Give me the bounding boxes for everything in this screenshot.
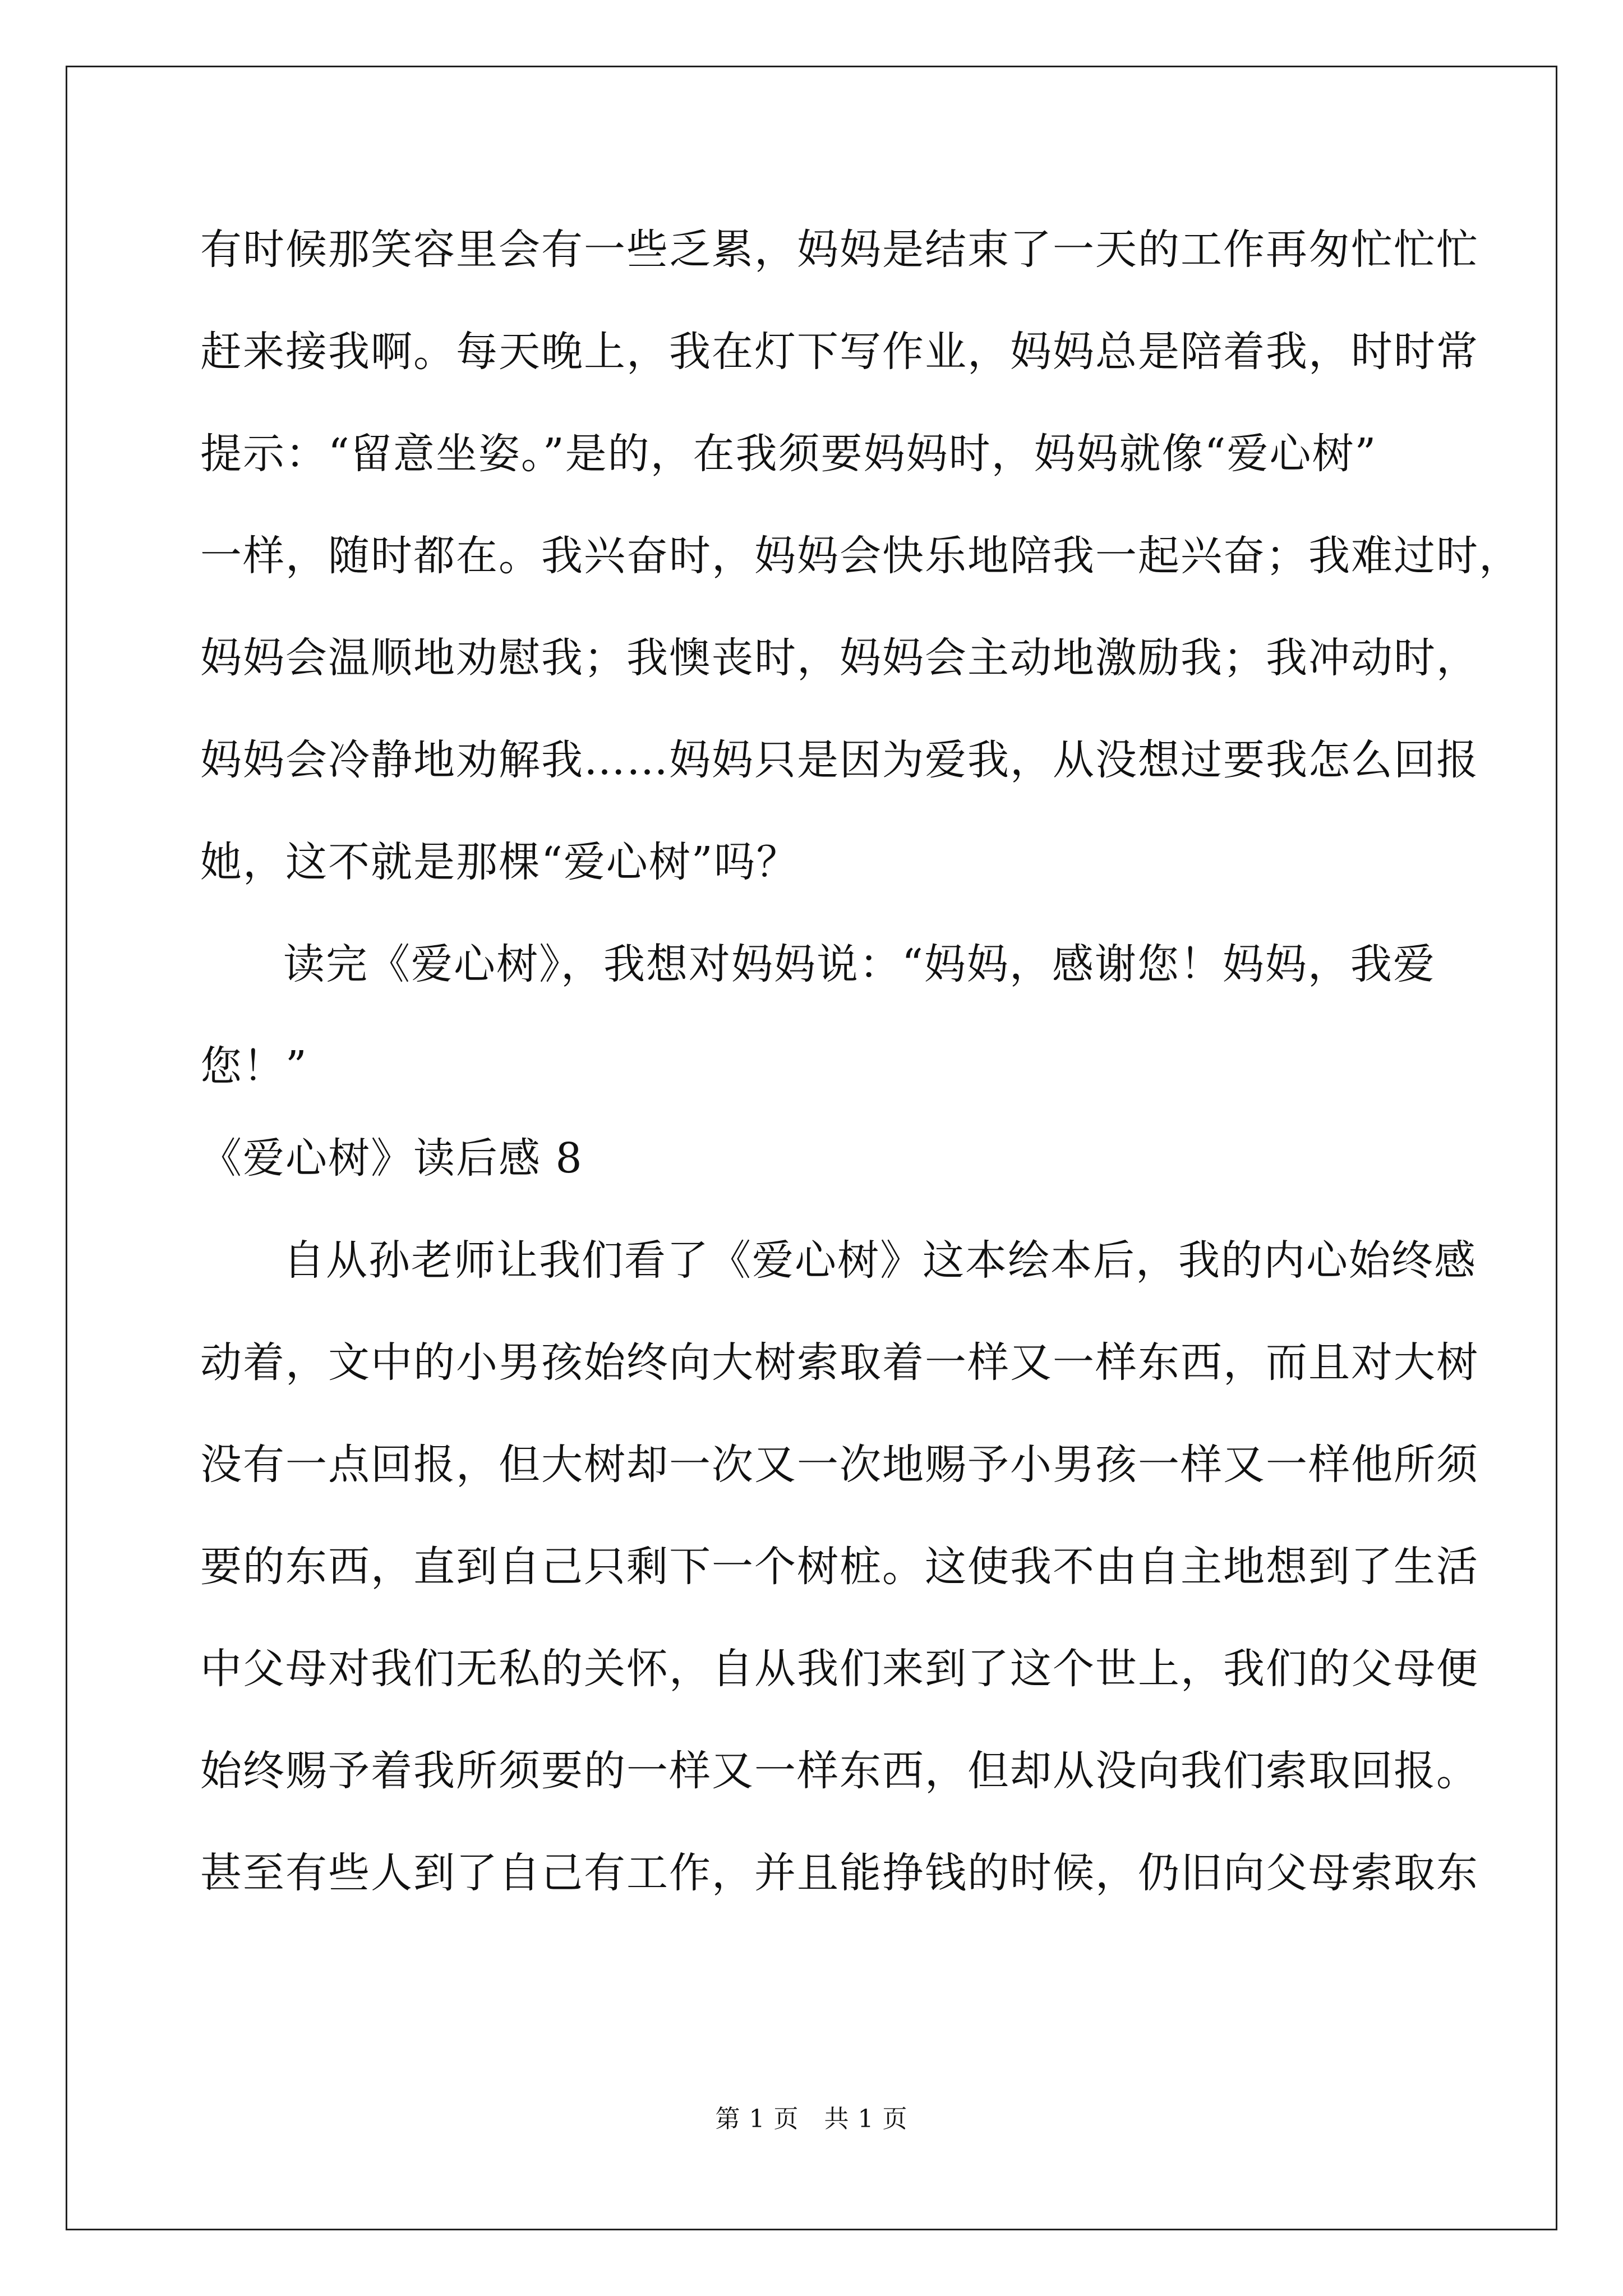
text-line: 没有一点回报，但大树却一次又一次地赐予小男孩一样又一样他所须 <box>200 1441 1479 1489</box>
text-line: 要的东西，直到自己只剩下一个树桩。这使我不由自主地想到了生活 <box>200 1543 1479 1591</box>
text-line: 动着，文中的小男孩始终向大树索取着一样又一样东西，而且对大树 <box>200 1338 1479 1387</box>
text-line: 她，这不就是那棵“爱心树”吗？ <box>200 838 799 886</box>
text-line: 中父母对我们无私的关怀，自从我们来到了这个世上，我们的父母便 <box>200 1645 1479 1693</box>
paragraph-first-line: 读完《爱心树》，我想对妈妈说：“妈妈，感谢您！妈妈，我爱 <box>283 940 1436 988</box>
paragraph-first-line: 自从孙老师让我们看了《爱心树》这本绘本后，我的内心始终感 <box>283 1236 1477 1285</box>
text-line: 提示：“留意坐姿。”是的，在我须要妈妈时，妈妈就像“爱心树” <box>200 430 1377 478</box>
text-line: 赶来接我啊。每天晚上，我在灯下写作业，妈妈总是陪着我，时时常 <box>200 328 1479 376</box>
text-line: 您！” <box>200 1042 308 1091</box>
text-line: 妈妈会温顺地劝慰我；我懊丧时，妈妈会主动地激励我；我冲动时， <box>200 634 1479 682</box>
text-line: 甚至有些人到了自己有工作，并且能挣钱的时候，仍旧向父母索取东 <box>200 1849 1479 1897</box>
text-line: 始终赐予着我所须要的一样又一样东西，但却从没向我们索取回报。 <box>200 1747 1479 1795</box>
text-line: 妈妈会冷静地劝解我……妈妈只是因为爱我，从没想过要我怎么回报 <box>200 736 1479 784</box>
section-heading: 《爱心树》读后感 8 <box>200 1134 583 1182</box>
page-number-footer: 第 1 页 共 1 页 <box>715 2105 908 2133</box>
text-line: 有时候那笑容里会有一些乏累，妈妈是结束了一天的工作再匆忙忙忙 <box>200 226 1479 274</box>
text-line: 一样，随时都在。我兴奋时，妈妈会快乐地陪我一起兴奋；我难过时， <box>200 532 1521 580</box>
